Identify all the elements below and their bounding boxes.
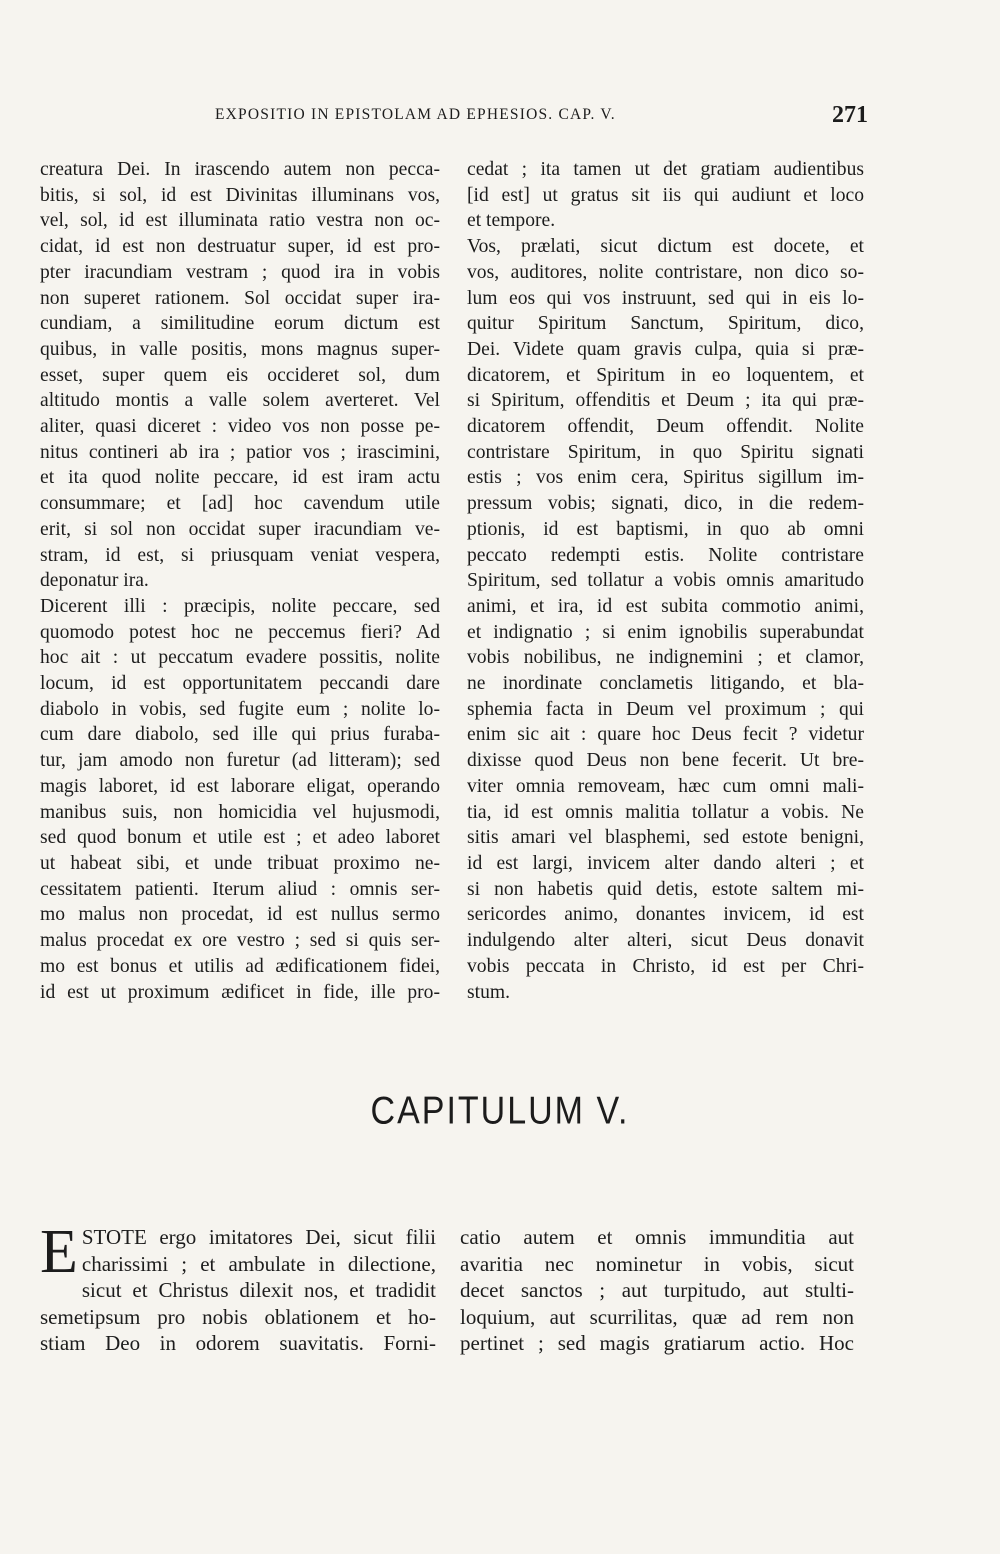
text-line: vos, auditores, nolite contristare, non dico so- bbox=[467, 261, 864, 283]
text-line: lum eos qui vos instruunt, sed qui in eis lo- bbox=[467, 287, 864, 309]
text-line: quibus, in valle positis, mons magnus super- bbox=[40, 338, 440, 360]
text-line: locum, id est opportunitatem peccandi dare bbox=[40, 673, 440, 695]
text-line: consummare; et [ad] hoc cavendum utile bbox=[40, 493, 440, 515]
text-line: mo est bonus et utilis ad ædificationem fidei, bbox=[40, 955, 440, 977]
text-line: cedat ; ita tamen ut det gratiam audientibus bbox=[467, 159, 864, 180]
text-line: animi, et ira, id est subita commotio animi, bbox=[467, 595, 864, 617]
text-line: si non habetis quid detis, estote saltem mi- bbox=[467, 878, 864, 900]
text-line: Dicerent illi : præcipis, nolite peccare, sed bbox=[40, 595, 440, 617]
text-line: quomodo potest hoc ne peccemus fieri? Ad bbox=[40, 621, 440, 643]
text-line: si Spiritum, offenditis et Deum ; ita qui præ- bbox=[467, 390, 864, 412]
text-line: dicatorem offendit, Deum offendit. Nolite bbox=[467, 416, 864, 438]
text-line: tur, jam amodo non furetur (ad litteram); sed bbox=[40, 750, 440, 772]
text-line: et tempore. bbox=[467, 210, 556, 232]
text-line: mo malus non procedat, id est nullus sermo bbox=[40, 904, 440, 926]
text-line: cessitatem patienti. Iterum aliud : omnis ser- bbox=[40, 878, 440, 900]
left-column-bottom bbox=[40, 1218, 436, 1357]
text-line: cidat, id est non destruatur super, id est pro- bbox=[40, 236, 440, 258]
text-line: enim sic ait : quare hoc Deus fecit ? videtur bbox=[467, 724, 864, 746]
text-line: vobis nobilibus, ne indignemini ; et clamor, bbox=[467, 647, 864, 669]
text-line: erit, si sol non occidat super iracundiam ve- bbox=[40, 518, 440, 540]
text-line: manibus suis, non homicidia vel hujusmodi, bbox=[40, 801, 440, 823]
running-title: EXPOSITIO IN EPISTOLAM AD EPHESIOS. CAP. V. bbox=[215, 106, 616, 123]
page-number: 271 bbox=[832, 102, 868, 128]
text-line: deponatur ira. bbox=[40, 570, 149, 592]
text-line: hoc ait : ut peccatum evadere possitis, nolite bbox=[40, 647, 440, 669]
text-line: et indignatio ; si enim ignobilis superabundat bbox=[467, 621, 864, 643]
text-line: sicut et Christus dilexit nos, et tradidit bbox=[81, 1278, 436, 1302]
text-line: aliter, quasi diceret : video vos non posse pe- bbox=[40, 416, 440, 438]
text-line: magis laboret, id est laborare eligat, operando bbox=[40, 775, 440, 797]
text-line: decet sanctos ; aut turpitudo, aut stulti- bbox=[460, 1278, 854, 1302]
text-line: ne inordinate conclametis litigando, et bla- bbox=[467, 673, 864, 695]
text-line: non superet rationem. Sol occidat super ira- bbox=[40, 287, 440, 309]
text-line: tia, id est omnis malitia tollatur a vobis. Ne bbox=[467, 801, 864, 823]
text-line: altitudo montis a valle solem averteret. Vel bbox=[40, 390, 440, 412]
text-line: semetipsum pro nobis oblationem et ho- bbox=[40, 1304, 436, 1329]
text-line: indulgendo alter alteri, sicut Deus donavit bbox=[467, 930, 864, 952]
text-line: estis ; vos enim cera, Spiritus sigillum im- bbox=[467, 467, 864, 489]
text-line: Vos, prælati, sicut dictum est docete, et bbox=[467, 236, 864, 258]
text-line: STOTE ergo imitatores Dei, sicut filii bbox=[81, 1225, 436, 1249]
text-line: viter omnia removeam, hæc cum omni mali- bbox=[467, 775, 864, 797]
text-line: sed quod bonum et utile est ; et adeo laboret bbox=[40, 827, 440, 849]
text-line: esset, super quem eis occideret sol, dum bbox=[40, 364, 440, 386]
drop-cap: E bbox=[40, 1218, 78, 1286]
text-line: avaritia nec nominetur in vobis, sicut bbox=[460, 1251, 854, 1276]
text-line: dixisse quod Deus non bene fecerit. Ut bre- bbox=[467, 750, 864, 772]
text-line: nitus contineri ab ira ; patior vos ; irascimini, bbox=[40, 441, 440, 463]
text-line: cum dare diabolo, sed ille qui prius furaba- bbox=[40, 724, 440, 746]
text-line: malus procedat ex ore vestro ; sed si quis ser- bbox=[40, 930, 440, 952]
text-line: ptionis, id est baptismi, in quo ab omni bbox=[467, 518, 864, 540]
text-line: creatura Dei. In irascendo autem non pecca- bbox=[40, 159, 440, 180]
text-line: stum. bbox=[467, 981, 511, 1003]
text-line: vobis peccata in Christo, id est per Chri- bbox=[467, 955, 864, 977]
text-line: sitis amari vel blasphemi, sed estote benigni, bbox=[467, 827, 864, 849]
text-line: Spiritum, sed tollatur a vobis omnis amaritudo bbox=[467, 570, 864, 592]
text-line: sphemia facta in Deum vel proximum ; qui bbox=[467, 698, 864, 720]
text-line: Dei. Videte quam gravis culpa, quia si præ- bbox=[467, 338, 864, 360]
text-line: ut habeat sibi, et unde tribuat proximo ne- bbox=[40, 852, 440, 874]
text-line: [id est] ut gratus sit iis qui audiunt et loco bbox=[467, 184, 864, 206]
text-line: dicatorem, et Spiritum in eo loquentem, et bbox=[467, 364, 864, 386]
text-line: id est largi, invicem alter dando alteri ; et bbox=[467, 852, 864, 874]
text-line: id est ut proximum ædificet in fide, ille pro- bbox=[40, 981, 440, 1003]
text-line: sericordes animo, donantes invicem, id est bbox=[467, 904, 864, 926]
text-line: et ita quod nolite peccare, id est iram actu bbox=[40, 467, 440, 489]
text-line: loquium, aut scurrilitas, quæ ad rem non bbox=[460, 1304, 854, 1329]
text-line: catio autem et omnis immunditia aut bbox=[460, 1225, 854, 1249]
text-line: vel, sol, id est illuminata ratio vestra non oc- bbox=[40, 210, 440, 232]
text-line: pter iracundiam vestram ; quod ira in vobis bbox=[40, 261, 440, 283]
text-line: stram, id est, si priusquam veniat vespera, bbox=[40, 544, 440, 566]
text-line: peccato redempti estis. Nolite contristare bbox=[467, 544, 864, 566]
right-column-bottom bbox=[460, 1224, 854, 1357]
text-line: charissimi ; et ambulate in dilectione, bbox=[81, 1251, 436, 1276]
right-column-top bbox=[467, 157, 864, 1005]
text-line: stiam Deo in odorem suavitatis. Forni- bbox=[40, 1331, 436, 1355]
text-line: cundiam, a similitudine eorum dictum est bbox=[40, 313, 440, 335]
text-line: pertinet ; sed magis gratiarum actio. Hoc bbox=[460, 1331, 854, 1355]
text-line: quitur Spiritum Sanctum, Spiritum, dico, bbox=[467, 313, 864, 335]
chapter-title: CAPITULUM V. bbox=[370, 1089, 630, 1133]
text-line: diabolo in vobis, sed fugite eum ; nolite lo- bbox=[40, 698, 440, 720]
text-line: contristare Spiritum, in quo Spiritu signati bbox=[467, 441, 864, 463]
left-column-top bbox=[40, 157, 440, 1005]
text-line: bitis, si sol, id est Divinitas illuminans vos, bbox=[40, 184, 440, 206]
text-line: pressum vobis; signati, dico, in die redem- bbox=[467, 493, 864, 515]
